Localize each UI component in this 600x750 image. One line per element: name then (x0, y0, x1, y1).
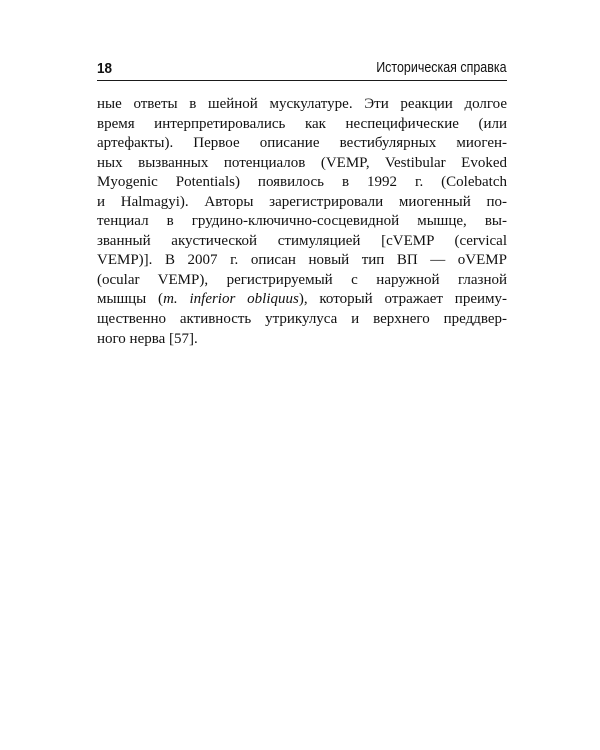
text-segment: тенциал в грудино-ключично-сосцевидной мышце, вы- (97, 213, 507, 230)
text-line (97, 290, 507, 310)
body-paragraph (97, 95, 507, 349)
text-segment: и Halmagyi). Авторы зарегистрировали миогенный по- (97, 193, 507, 210)
text-line (97, 212, 507, 232)
page-number: 18 (97, 60, 113, 77)
text-line (97, 232, 507, 252)
text-segment: ных вызванных потенциалов (VEMP, Vestibular Evoked (97, 154, 507, 171)
text-line (97, 173, 507, 193)
running-title: Историческая справка (376, 60, 507, 76)
text-segment: VEMP)]. В 2007 г. описан новый тип ВП — oVEMP (97, 252, 507, 269)
italic-term: m. inferior obliquus (163, 291, 299, 308)
text-line (97, 310, 507, 330)
text-segment: Myogenic Potentials) появилось в 1992 г. (Colebatch (97, 174, 507, 191)
text-line (97, 251, 507, 271)
text-segment: ные ответы в шейной мускулатуре. Эти реакции долгое (97, 96, 507, 112)
text-line (97, 154, 507, 174)
text-line (97, 330, 507, 350)
page-header (97, 58, 507, 81)
text-line (97, 193, 507, 213)
text-line (97, 115, 507, 135)
text-segment: щественно активность утрикулуса и верхнего преддвер- (97, 311, 507, 328)
text-segment: званный акустической стимуляцией [cVEMP (cervical (97, 232, 507, 249)
text-segment: ного нерва [57]. (97, 330, 198, 347)
text-line (97, 95, 507, 115)
text-segment: время интерпретировались как неспецифические (или (97, 115, 507, 132)
text-segment: мышцы ( (97, 291, 164, 308)
text-line (97, 271, 507, 291)
text-segment: артефакты). Первое описание вестибулярных миоген- (97, 135, 507, 152)
text-segment: (ocular VEMP), регистрируемый с наружной глазной (97, 271, 507, 288)
text-line (97, 134, 507, 154)
text-segment: ), который отражает преиму- (298, 291, 507, 308)
